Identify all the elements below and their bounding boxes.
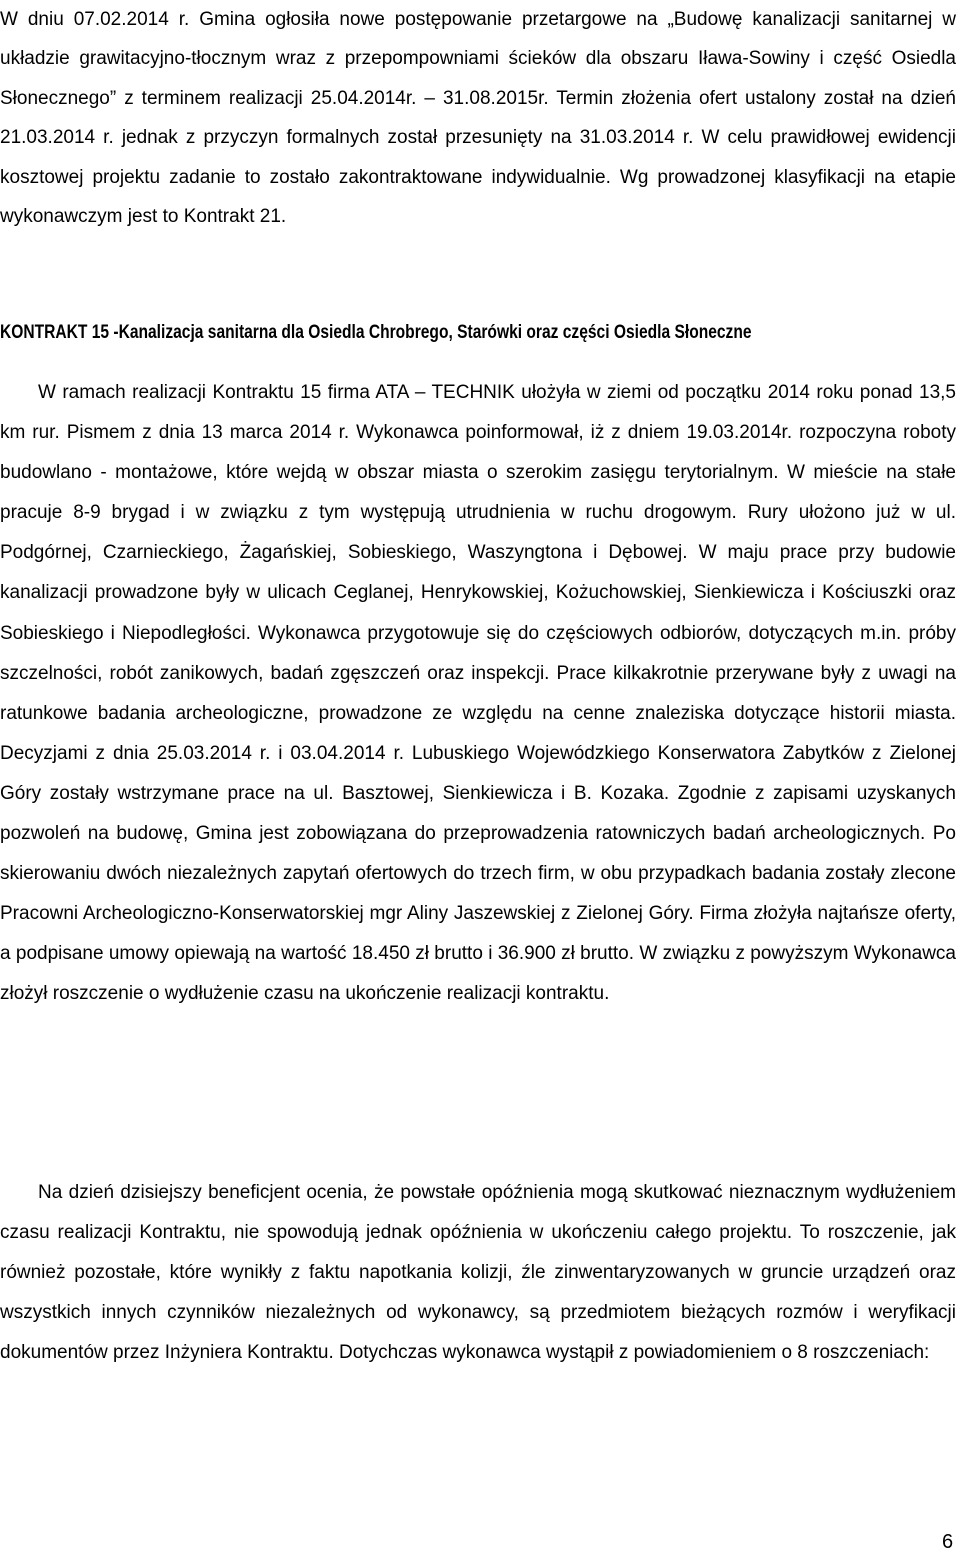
page-number: 6: [942, 1531, 954, 1553]
paragraph-beneficiary-assessment-text: Na dzień dzisiejszy beneficjent ocenia, że powstałe opóźnienia mogą skutkować nieznacznym wydłużeniem czasu realizacji Kontraktu, nie spowodują jednak opóźnienia w ukończeniu całego projektu. To roszczenie, jak również pozostałe, które wynikły z faktu napotkania kolizji, źle zinwentaryzowanych w gruncie urządzeń oraz wszystkich innych czynników niezależnych od wykonawcy, są przedmiotem bieżących rozmów i weryfikacji dokumentów przez Inżyniera Kontraktu. Dotychczas wykonawca wystąpił z powiadomieniem o 8 roszczeniach:: [0, 1182, 956, 1364]
paragraph-beneficiary-assessment: [0, 1173, 956, 1373]
paragraph-contract-progress-text: W ramach realizacji Kontraktu 15 firma ATA – TECHNIK ułożyła w ziemi od początku 2014 roku ponad 13,5 km rur. Pismem z dnia 13 marca 2014 r. Wykonawca poinformował, iż z dniem 19.03.2014r. rozpoczyna roboty budowlano - montażowe, które wejdą w obszar miasta o szerokim zasięgu terytorialnym. W mieście na stałe pracuje 8-9 brygad i w związku z tym występują utrudnienia w ruchu drogowym. Rury ułożono już w ul. Podgórnej, Czarnieckiego, Żagańskiej, Sobieskiego, Waszyngtona i Dębowej. W maju prace przy budowie kanalizacji prowadzone były w ulicach Ceglanej, Henrykowskiej, Kożuchowskiej, Sienkiewicza i Kościuszki oraz Sobieskiego i Niepodległości. Wykonawca przygotowuje się do częściowych odbiorów, dotyczących m.in. próby szczelności, robót zanikowych, badań zgęszczeń oraz inspekcji. Prace kilkakrotnie przerywane były z uwagi na ratunkowe badania archeologiczne, prowadzone ze względu na cenne znaleziska dotyczące historii miasta. Decyzjami z dnia 25.03.2014 r. i 03.04.2014 r. Lubuskiego Wojewódzkiego Konserwatora Zabytków z Zielonej Góry zostały wstrzymane prace na ul. Basztowej, Sienkiewicza i B. Kozaka. Zgodnie z zapisami uzyskanych pozwoleń na budowę, Gmina jest zobowiązana do przeprowadzenia ratowniczych badań archeologicznych. Po skierowaniu dwóch niezależnych zapytań ofertowych do trzech firm, w obu przypadkach badania zostały zlecone Pracowni Archeologiczno-Konserwatorskiej mgr Aliny Jaszewskiej z Zielonej Góry. Firma złożyła najtańsze oferty, a podpisane umowy opiewają na wartość 18.450 zł brutto i 36.900 zł brutto. W związku z powyższym Wykonawca złożył roszczenie o wydłużenie czasu na ukończenie realizacji kontraktu.: [0, 382, 956, 1005]
section-heading-kontrakt-15: KONTRAKT 15 -Kanalizacja sanitarna dla Osiedla Chrobrego, Starówki oraz części Osiedla Słoneczne: [0, 322, 752, 343]
paragraph-contract-progress: [0, 373, 956, 1015]
paragraph-tender-announcement: W dniu 07.02.2014 r. Gmina ogłosiła nowe postępowanie przetargowe na „Budowę kanalizacji sanitarnej w układzie grawitacyjno-tłocznym wraz z przepompowniami ścieków dla obszaru Iława-Sowiny i część Osiedla Słonecznego” z terminem realizacji 25.04.2014r. – 31.08.2015r. Termin złożenia ofert ustalony został na dzień 21.03.2014 r. jednak z przyczyn formalnych został przesunięty na 31.03.2014 r. W celu prawidłowej ewidencji kosztowej projektu zadanie to zostało zakontraktowane indywidualnie. Wg prowadzonej klasyfikacji na etapie wykonawczym jest to Kontrakt 21.: [0, 9, 956, 228]
